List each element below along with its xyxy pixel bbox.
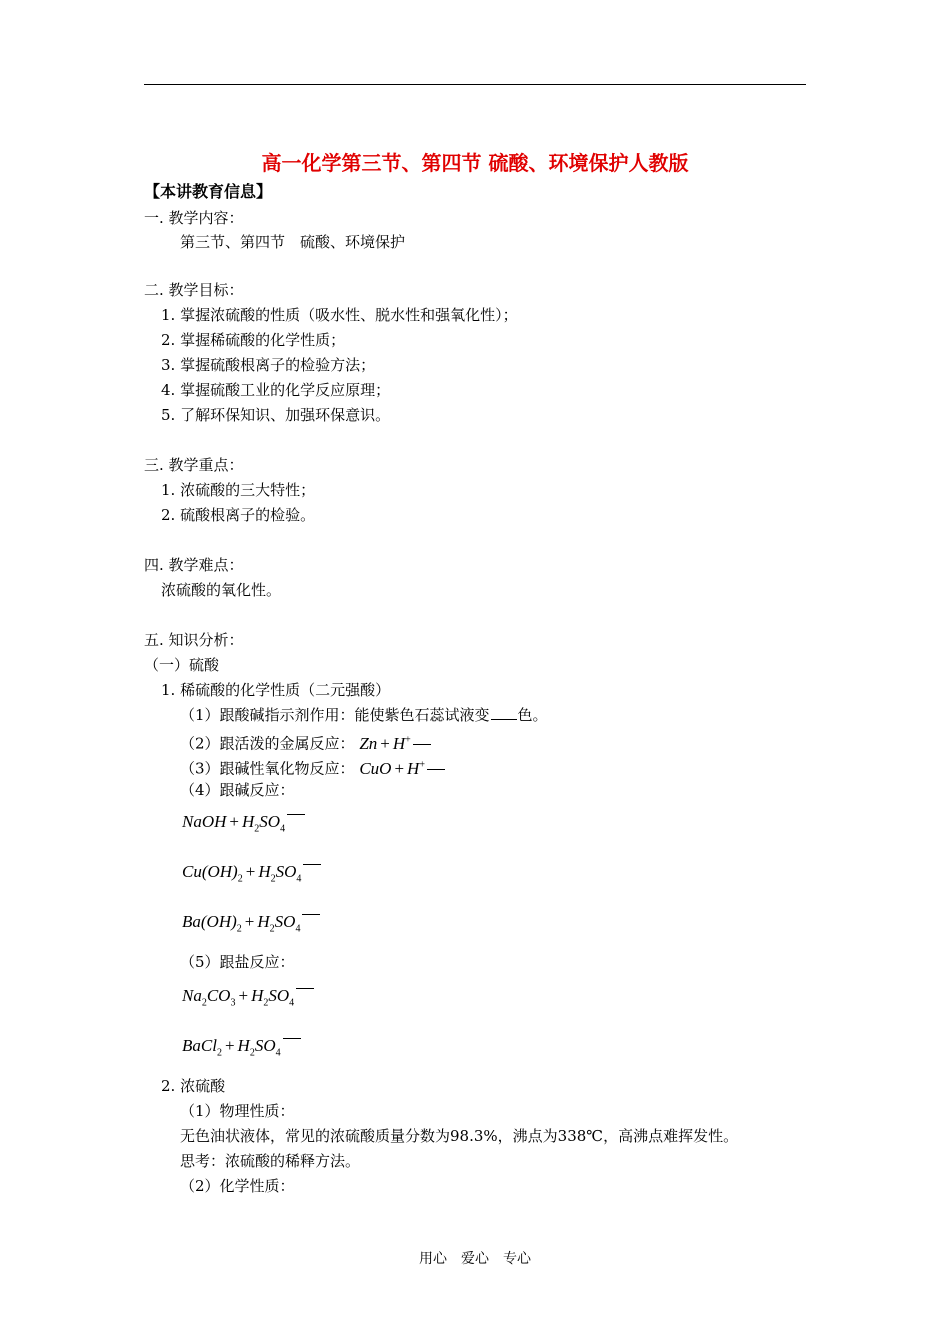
physical-properties-heading: （1）物理性质： [180, 1102, 295, 1120]
metal-reaction-line [180, 730, 431, 754]
indicator-line [180, 705, 548, 725]
section-4-content: 浓硫酸的氧化性。 [161, 581, 282, 599]
objective-item: 4. 掌握硫酸工业的化学反应原理； [161, 381, 391, 399]
objective-item: 2. 掌握稀硫酸的化学性质； [161, 331, 346, 349]
equation-cuoh2: $Cu(OH)_2 + H_2SO_4$ [182, 862, 321, 889]
info-heading: 【本讲教育信息】 [144, 182, 273, 201]
equation-zn: Zn + H+ [359, 734, 430, 753]
section-2-heading: 二. 教学目标： [144, 281, 244, 299]
section-1-content: 第三节、第四节 硫酸、环境保护 [180, 233, 406, 251]
objective-item: 3. 掌握硫酸根离子的检验方法； [161, 356, 376, 374]
concentrated-acid-heading: 2. 浓硫酸 [161, 1077, 226, 1095]
salt-reaction-label: （5）跟盐反应： [180, 953, 295, 971]
section-1-heading: 一. 教学内容： [144, 209, 244, 227]
page-footer: 用心 爱心 专心 [419, 1251, 531, 1267]
key-point-item: 2. 硫酸根离子的检验。 [161, 506, 316, 524]
fill-blank[interactable] [491, 705, 517, 720]
section-4-heading: 四. 教学难点： [144, 556, 244, 574]
base-reaction-label: （4）跟碱反应： [180, 781, 295, 799]
physical-properties-text: 无色油状液体，常见的浓硫酸质量分数为98.3%，沸点为338℃，高沸点难挥发性。 [180, 1127, 739, 1145]
equation-na2co3: $Na_2CO_3 + H_2SO_4$ [182, 986, 314, 1013]
equation-bacl2: BaCl$_2$ + $H_2SO_4$ [182, 1036, 301, 1063]
objective-item: 5. 了解环保知识、加强环保意识。 [161, 406, 391, 424]
oxide-reaction-line [180, 755, 445, 779]
page-title: 高一化学第三节、第四节 硫酸、环境保护人教版 [261, 151, 689, 175]
equation-baoh2: $Ba(OH)_2 + H_2SO_4$ [182, 912, 320, 939]
equation-naoh: NaOH + $H_2SO_4$ [182, 812, 305, 839]
section-5-heading: 五. 知识分析： [144, 631, 244, 649]
indicator-text: （1）跟酸碱指示剂作用：能使紫色石蕊试液变 [180, 706, 490, 724]
key-point-item: 1. 浓硫酸的三大特性； [161, 481, 316, 499]
oxide-reaction-label: （3）跟碱性氧化物反应： [180, 759, 355, 778]
indicator-text-end: 色。 [517, 706, 548, 724]
metal-reaction-label: （2）跟活泼的金属反应： [180, 734, 355, 753]
dilute-acid-heading: 1. 稀硫酸的化学性质（二元强酸） [161, 681, 391, 699]
equation-cuo: CuO + H+ [359, 759, 445, 778]
chemical-properties-heading: （2）化学性质： [180, 1177, 295, 1195]
section-3-heading: 三. 教学重点： [144, 456, 244, 474]
think-question: 思考：浓硫酸的稀释方法。 [180, 1152, 361, 1170]
header-rule [144, 84, 806, 85]
subsection-sulfuric-acid: （一）硫酸 [144, 656, 220, 674]
objective-item: 1. 掌握浓硫酸的性质（吸水性、脱水性和强氧化性）； [161, 306, 518, 324]
